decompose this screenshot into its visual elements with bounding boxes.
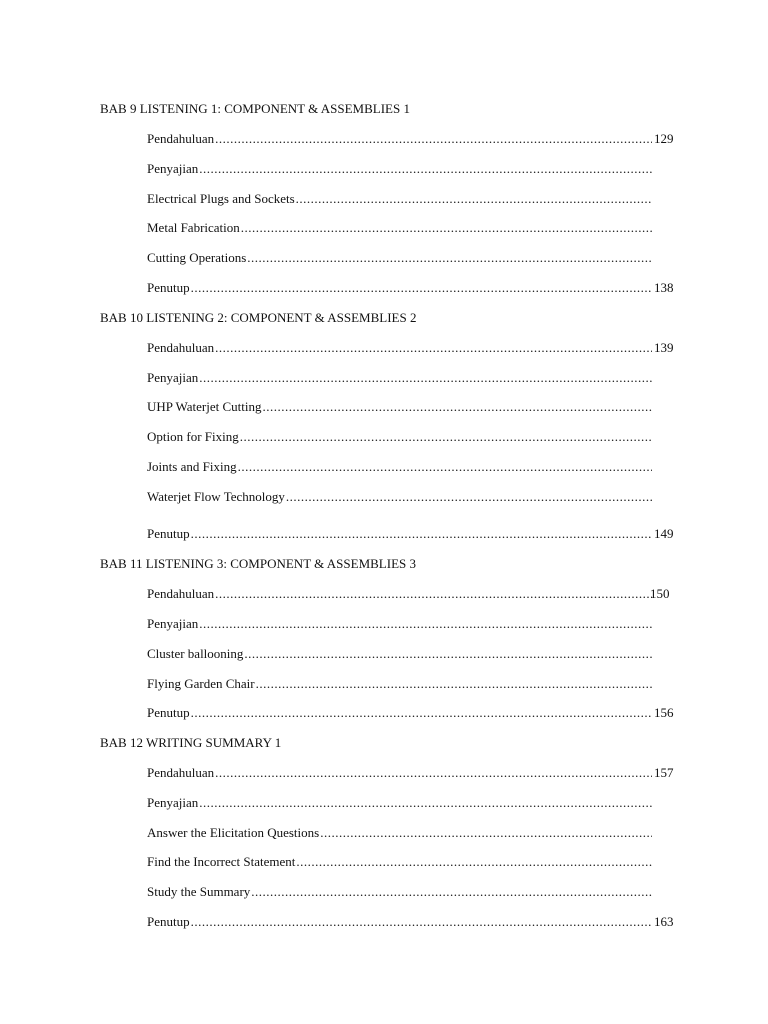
dot-leader [199,161,652,177]
dot-leader [191,914,652,930]
toc-entry-label: Answer the Elicitation Questions [147,825,320,840]
toc-entry-label: Study the Summary [147,884,251,899]
toc-entry-page-number: 150 [650,586,670,601]
toc-entry[interactable] [147,676,652,692]
toc-entry-label: Penutup [147,526,190,541]
dot-leader [199,616,652,632]
dot-leader [215,131,652,147]
dot-leader [215,586,652,602]
chapter-heading-bab-11: BAB 11 LISTENING 3: COMPONENT & ASSEMBLIES 3 [100,556,416,571]
toc-entry-label: Metal Fabrication [147,220,240,235]
dot-leader [240,429,652,445]
toc-entry-page-number: 138 [654,280,674,295]
toc-entry[interactable] [147,914,674,930]
toc-entry-label: Pendahuluan [147,131,215,146]
toc-entry-label: Penyajian [147,370,199,385]
dot-leader [241,220,652,236]
toc-entry-label: Pendahuluan [147,340,215,355]
toc-entry-label: Find the Incorrect Statement [147,854,296,869]
toc-entry[interactable] [147,370,652,386]
toc-entry-page-number: 139 [654,340,674,355]
toc-entry[interactable] [147,459,652,475]
dot-leader [256,676,652,692]
dot-leader [215,765,652,781]
toc-entry-label: Penyajian [147,795,199,810]
toc-entry-label: Pendahuluan [147,586,215,601]
toc-entry[interactable] [147,191,652,207]
toc-entry-label: UHP Waterjet Cutting [147,399,262,414]
dot-leader [191,526,652,542]
toc-entry[interactable] [147,795,652,811]
dot-leader [247,250,652,266]
toc-entry-label: Penutup [147,280,190,295]
toc-entry[interactable] [147,250,652,266]
toc-entry[interactable] [147,161,652,177]
dot-leader [191,280,652,296]
toc-entry[interactable] [147,586,670,602]
toc-entry-label: Penyajian [147,616,199,631]
toc-entry-label: Cluster ballooning [147,646,244,661]
chapter-heading-bab-10: BAB 10 LISTENING 2: COMPONENT & ASSEMBLIES 2 [100,310,417,325]
dot-leader [238,459,652,475]
toc-entry[interactable] [147,616,652,632]
toc-entry[interactable] [147,131,674,147]
toc-entry-label: Flying Garden Chair [147,676,255,691]
toc-entry[interactable] [147,646,652,662]
dot-leader [199,795,652,811]
toc-entry-label: Pendahuluan [147,765,215,780]
toc-entry[interactable] [147,340,674,356]
toc-entry[interactable] [147,825,652,841]
chapter-heading-bab-9: BAB 9 LISTENING 1: COMPONENT & ASSEMBLIES 1 [100,101,410,116]
toc-entry[interactable] [147,489,652,505]
dot-leader [191,705,652,721]
dot-leader [296,191,652,207]
toc-entry-label: Waterjet Flow Technology [147,489,285,504]
dot-leader [296,854,652,870]
chapter-heading-bab-12: BAB 12 WRITING SUMMARY 1 [100,735,282,750]
dot-leader [215,340,652,356]
toc-entry-page-number: 149 [654,526,674,541]
toc-entry-label: Electrical Plugs and Sockets [147,191,295,206]
toc-entry-label: Option for Fixing [147,429,239,444]
toc-entry-label: Cutting Operations [147,250,247,265]
toc-entry[interactable] [147,884,652,900]
toc-entry-label: Joints and Fixing [147,459,237,474]
toc-entry-page-number: 157 [654,765,674,780]
toc-entry-page-number: 163 [654,914,674,929]
dot-leader [199,370,652,386]
toc-entry-label: Penutup [147,914,190,929]
toc-entry[interactable] [147,399,652,415]
toc-entry[interactable] [147,705,674,721]
dot-leader [251,884,652,900]
toc-entry-page-number: 156 [654,705,674,720]
toc-entry[interactable] [147,280,674,296]
toc-entry-page-number: 129 [654,131,674,146]
dot-leader [244,646,652,662]
toc-entry[interactable] [147,526,674,542]
toc-entry[interactable] [147,765,674,781]
toc-entry-label: Penyajian [147,161,199,176]
toc-entry-label: Penutup [147,705,190,720]
toc-entry[interactable] [147,220,652,236]
toc-entry[interactable] [147,429,652,445]
dot-leader [320,825,652,841]
dot-leader [263,399,653,415]
dot-leader [286,489,652,505]
toc-entry[interactable] [147,854,652,870]
